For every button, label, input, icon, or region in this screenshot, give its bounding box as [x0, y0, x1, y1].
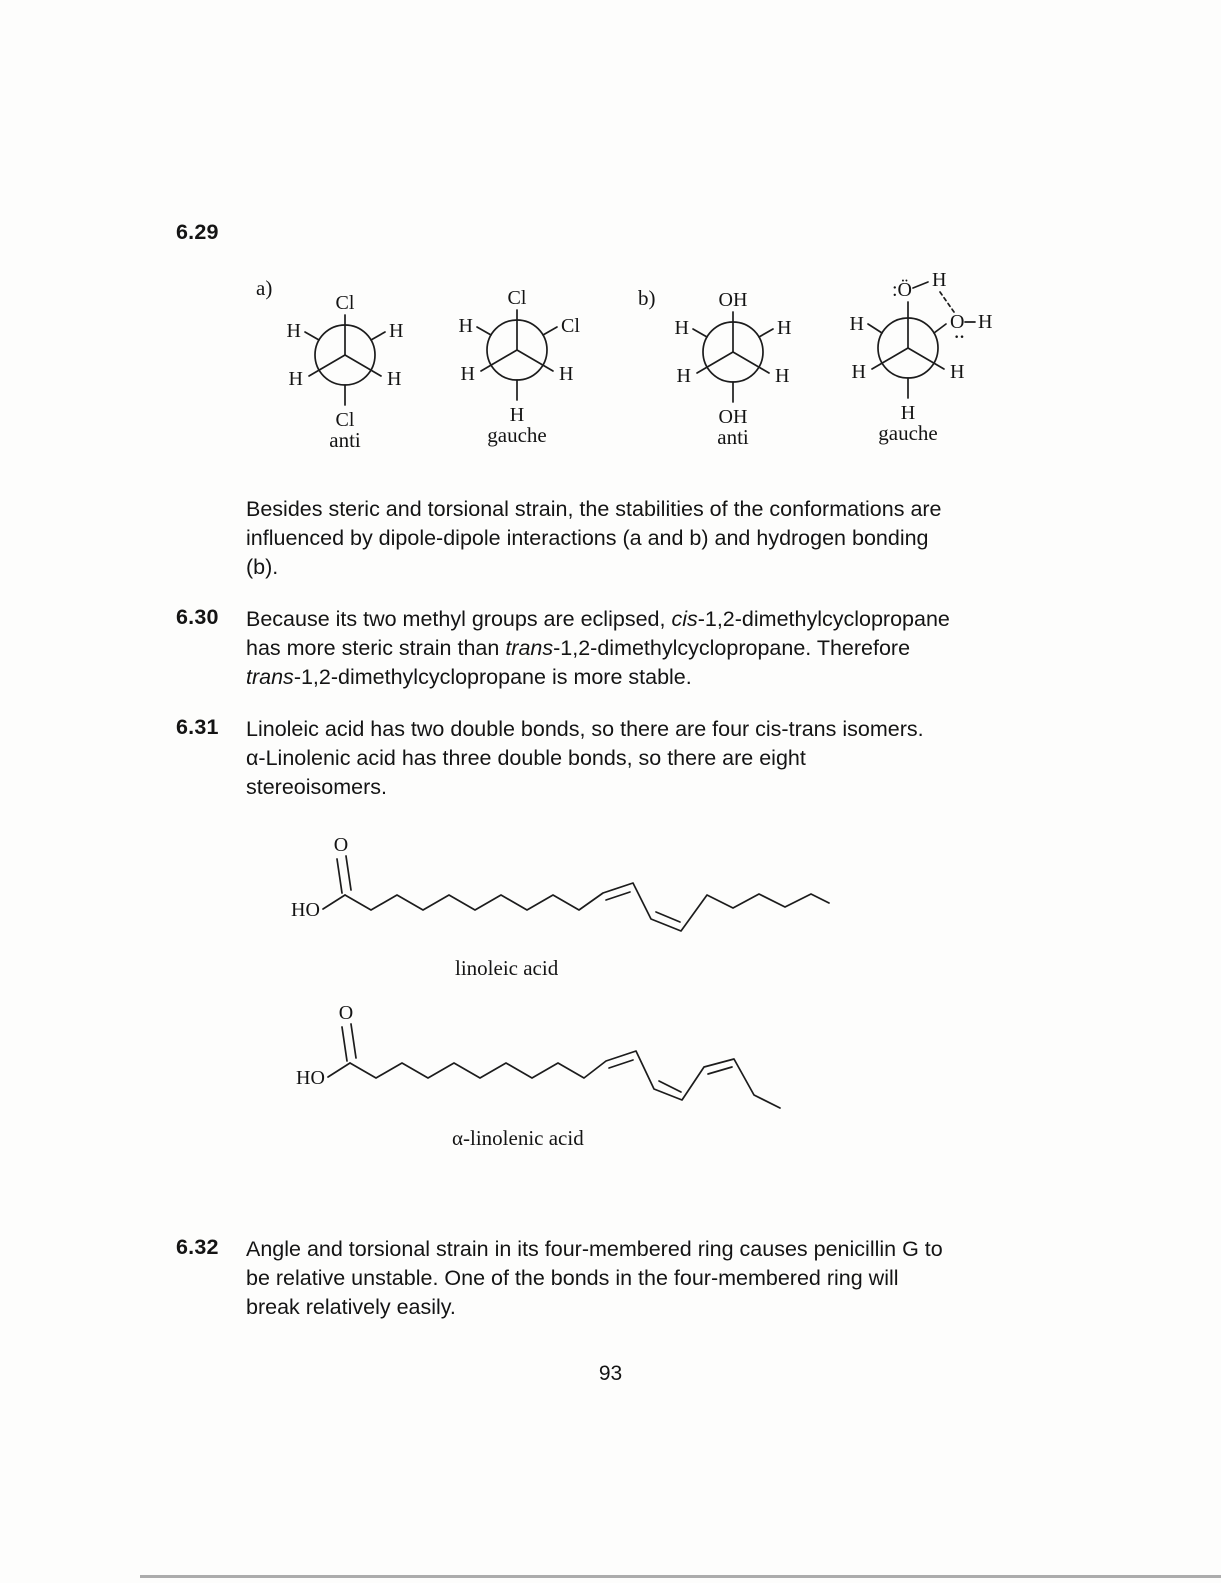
hydroxyl-hydrogen-back: H — [978, 311, 993, 333]
substituent-lower-left: H — [676, 365, 691, 387]
substituent-bottom: Cl — [335, 409, 355, 431]
hydroxyl-hydrogen-front: H — [932, 269, 947, 291]
text-line: stereoisomers. — [246, 775, 387, 799]
text-line: α-Linolenic acid has three double bonds, so there are eight — [246, 746, 806, 770]
lone-pair-dots: ·· — [954, 329, 965, 346]
newman-projection-a-gauche — [427, 264, 607, 454]
problem-6-32-text — [246, 1235, 1056, 1322]
newman-projection-b-anti — [643, 266, 823, 456]
conformer-caption: anti — [717, 425, 749, 449]
text-line: Angle and torsional strain in its four-membered ring causes penicillin G to — [246, 1237, 943, 1261]
substituent-upper-right: H — [389, 320, 404, 342]
problem-6-30-text — [246, 605, 1056, 692]
page-number: 93 — [598, 1362, 623, 1385]
part-a-label: a) — [256, 276, 273, 300]
double-bond — [659, 1081, 681, 1092]
text-line: Besides steric and torsional strain, the stabilities of the conformations are — [246, 497, 942, 521]
double-bond — [708, 1067, 732, 1074]
problem-number-6-29: 6.29 — [176, 220, 219, 244]
hydrogen-bond — [940, 292, 954, 312]
newman-bonds — [305, 315, 385, 405]
text-segment-italic: trans — [246, 665, 294, 689]
problem-number-6-30: 6.30 — [176, 605, 219, 629]
hydroxyl-label: HO — [291, 899, 320, 921]
conformer-caption: gauche — [878, 421, 938, 445]
text-segment: -1,2-dimethylcyclopropane is more stable. — [293, 665, 692, 689]
text-line: (b). — [246, 555, 279, 579]
substituent-lower-right: H — [387, 368, 402, 390]
text-line: Linoleic acid has two double bonds, so there are four cis-trans isomers. — [246, 717, 924, 741]
newman-bonds — [693, 312, 773, 402]
substituent-top: OH — [718, 289, 748, 311]
substituent-top: Cl — [507, 287, 527, 309]
text-line — [246, 605, 1056, 634]
text-line: influenced by dipole-dipole interactions (a and b) and hydrogen bonding — [246, 526, 929, 550]
substituent-top: Cl — [335, 292, 355, 314]
substituent-lower-left: H — [460, 363, 475, 385]
skeletal-bonds — [323, 856, 829, 931]
text-line: be relative unstable. One of the bonds in the four-membered ring will — [246, 1266, 899, 1290]
linoleic-acid-name: linoleic acid — [455, 956, 559, 980]
substituent-upper-left: H — [286, 320, 301, 342]
text-segment: has more steric strain than — [246, 636, 506, 660]
problem-6-31-text — [246, 715, 1056, 802]
substituent-lower-right: H — [559, 363, 574, 385]
substituent-bottom: H — [509, 404, 525, 426]
newman-projection-b-gauche — [818, 240, 1018, 452]
text-line — [246, 634, 1056, 663]
substituent-bottom: OH — [718, 406, 748, 428]
substituent-lower-right: H — [950, 361, 965, 383]
alpha-linolenic-acid-name: α-linolenic acid — [452, 1126, 584, 1150]
carbonyl-oxygen-label: O — [333, 834, 349, 856]
conformer-caption: anti — [329, 428, 361, 452]
substituent-upper-right: Cl — [561, 315, 580, 337]
hydroxyl-oxygen-back: O — [950, 311, 965, 333]
problem-number-6-31: 6.31 — [176, 715, 219, 739]
skeletal-bonds — [328, 1024, 780, 1108]
hydroxyl-oxygen-front: :Ö — [892, 279, 912, 301]
double-bond — [609, 1060, 633, 1068]
hydroxyl-label: HO — [296, 1067, 325, 1089]
text-segment: Because its two methyl groups are eclipsed, — [246, 607, 672, 631]
substituent-bottom: H — [900, 402, 916, 424]
substituent-upper-left: H — [458, 315, 473, 337]
text-line: break relatively easily. — [246, 1295, 456, 1319]
substituent-upper-left: H — [849, 313, 864, 335]
text-segment-italic: cis — [671, 607, 698, 631]
linoleic-acid-structure — [283, 833, 843, 998]
text-line — [246, 663, 1056, 692]
substituent-lower-left: H — [851, 361, 866, 383]
double-bond — [606, 892, 630, 900]
conformer-caption: gauche — [487, 423, 547, 447]
problem-number-6-32: 6.32 — [176, 1235, 219, 1259]
substituent-lower-left: H — [288, 368, 303, 390]
newman-bonds — [477, 310, 557, 400]
part-b-label: b) — [638, 286, 656, 310]
substituent-upper-left: H — [674, 317, 689, 339]
text-segment-italic: trans — [505, 636, 554, 660]
text-segment: -1,2-dimethylcyclopropane — [697, 607, 950, 631]
substituent-upper-right: H — [777, 317, 792, 339]
scan-edge-artifact — [140, 1575, 1221, 1578]
carbonyl-oxygen-label: O — [338, 1002, 354, 1024]
double-bond — [656, 912, 680, 922]
newman-projection-a-anti — [255, 269, 435, 459]
problem-6-29-note — [246, 495, 1056, 582]
substituent-lower-right: H — [775, 365, 790, 387]
text-segment: -1,2-dimethylcyclopropane. Therefore — [553, 636, 911, 660]
